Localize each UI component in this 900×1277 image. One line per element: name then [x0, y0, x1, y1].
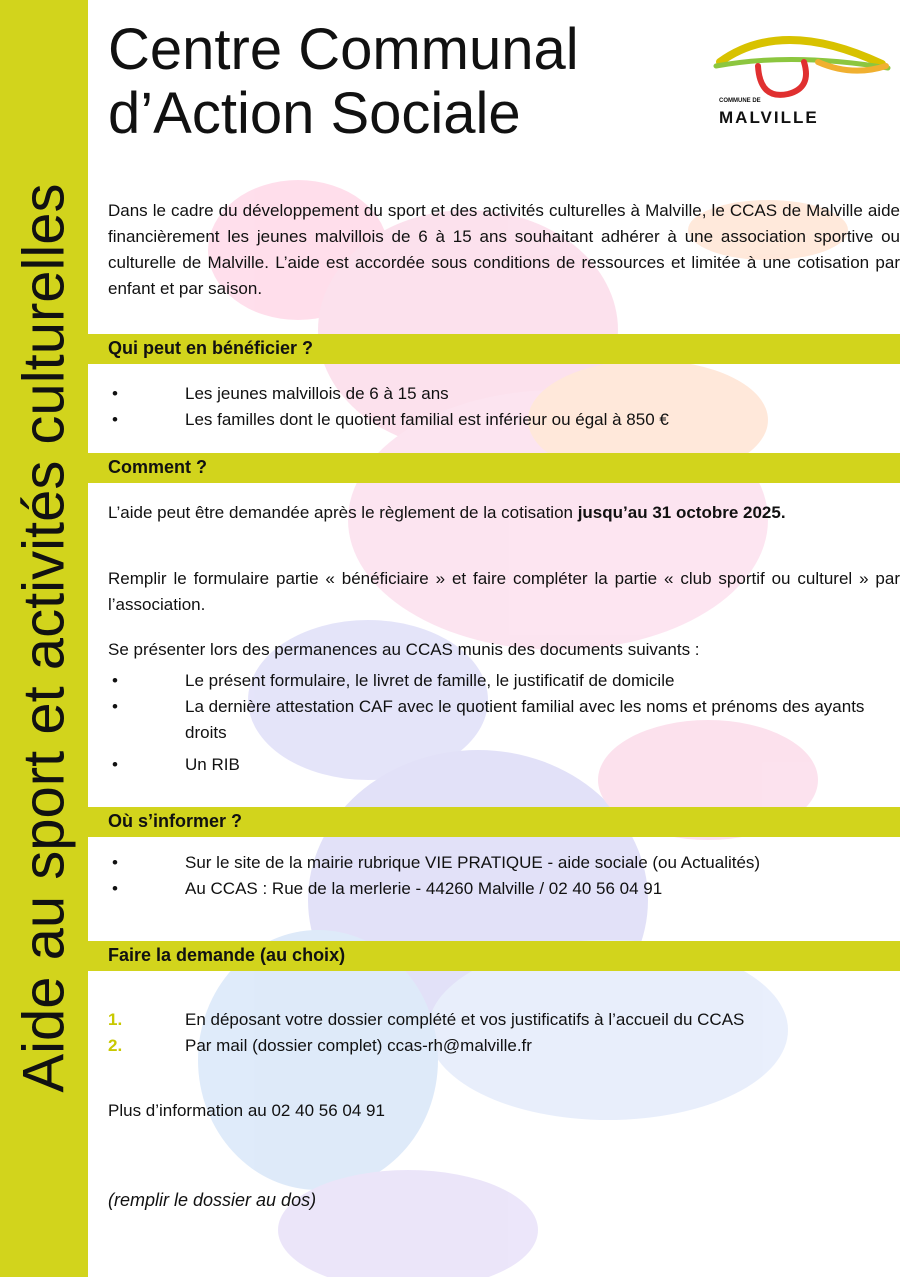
list-item-text: La dernière attestation CAF avec le quotient familial avec les noms et prénoms des ayants droits: [185, 697, 865, 742]
section-header-how: [88, 453, 900, 483]
section-header-who: [88, 334, 900, 364]
section-header-request: [88, 941, 900, 971]
step-text: En déposant votre dossier complété et vos justificatifs à l’accueil du CCAS: [185, 1010, 745, 1029]
bullet: •: [112, 755, 118, 774]
intro-paragraph: Dans le cadre du développement du sport et des activités culturelles à Malville, le CCAS de Malville aide financièrement les jeunes malvillois de 6 à 15 ans souhaitant adhérer à une association sportive ou culturelle de Malville. L’aide est accordée sous conditions de ressources et limitée à une cotisation par enfant et par saison.: [108, 201, 900, 298]
where-list: [108, 850, 898, 902]
list-item: [108, 407, 898, 433]
logo-small-text: COMMUNE DE: [719, 98, 761, 104]
list-item-text: Au CCAS : Rue de la merlerie - 44260 Malville / 02 40 56 04 91: [185, 879, 663, 898]
vertical-title: Aide au sport et activités culturelles: [11, 183, 77, 1093]
list-item: [108, 752, 898, 778]
list-item: [108, 876, 898, 902]
list-item-text: Le présent formulaire, le livret de famille, le justificatif de domicile: [185, 671, 675, 690]
step-text: Par mail (dossier complet) ccas-rh@malville.fr: [185, 1036, 532, 1055]
list-item: [108, 381, 898, 407]
list-item-text: Sur le site de la mairie rubrique VIE PRATIQUE - aide sociale (ou Actualités): [185, 853, 761, 872]
list-item: [108, 694, 898, 746]
title-line-2: d’Action Sociale: [108, 81, 521, 146]
sidebar-band: [0, 0, 88, 1277]
step-number: 1.: [108, 1010, 123, 1029]
page-title: [108, 18, 579, 146]
section-heading: Faire la demande (au choix): [108, 945, 346, 965]
section-heading: Où s’informer ?: [108, 811, 243, 831]
step-number: 2.: [108, 1036, 123, 1055]
list-item: [108, 1033, 898, 1059]
bullet: •: [112, 384, 118, 403]
documents-list: [108, 668, 898, 778]
how-form-paragraph: Remplir le formulaire partie « bénéficiaire » et faire compléter la partie « club sportif ou culturel » par l’association.: [108, 569, 900, 614]
list-item: [108, 1007, 898, 1033]
request-steps: [108, 1007, 898, 1059]
bullet: •: [112, 671, 118, 690]
list-item-text: Les familles dont le quotient familial est inférieur ou égal à 850 €: [185, 410, 669, 429]
bullet: •: [112, 697, 118, 716]
list-item: [108, 668, 898, 694]
bullet: •: [112, 410, 118, 429]
deadline-text: L’aide peut être demandée après le règlement de la cotisation: [108, 503, 578, 522]
how-documents-intro: Se présenter lors des permanences au CCAS munis des documents suivants :: [108, 640, 700, 659]
how-deadline-paragraph: [108, 500, 900, 526]
logo-name: MALVILLE: [719, 108, 819, 127]
deadline-date: jusqu’au 31 octobre 2025.: [577, 503, 786, 522]
who-list: [108, 381, 898, 433]
footer-note: (remplir le dossier au dos): [108, 1190, 317, 1210]
section-header-where: [88, 807, 900, 837]
title-line-1: Centre Communal: [108, 17, 579, 82]
section-heading: Comment ?: [108, 457, 207, 477]
more-info-text: Plus d’information au 02 40 56 04 91: [108, 1101, 385, 1120]
list-item-text: Les jeunes malvillois de 6 à 15 ans: [185, 384, 449, 403]
bullet: •: [112, 879, 118, 898]
bullet: •: [112, 853, 118, 872]
list-item-text: Un RIB: [185, 755, 240, 774]
section-heading: Qui peut en bénéficier ?: [108, 338, 314, 358]
list-item: [108, 850, 898, 876]
